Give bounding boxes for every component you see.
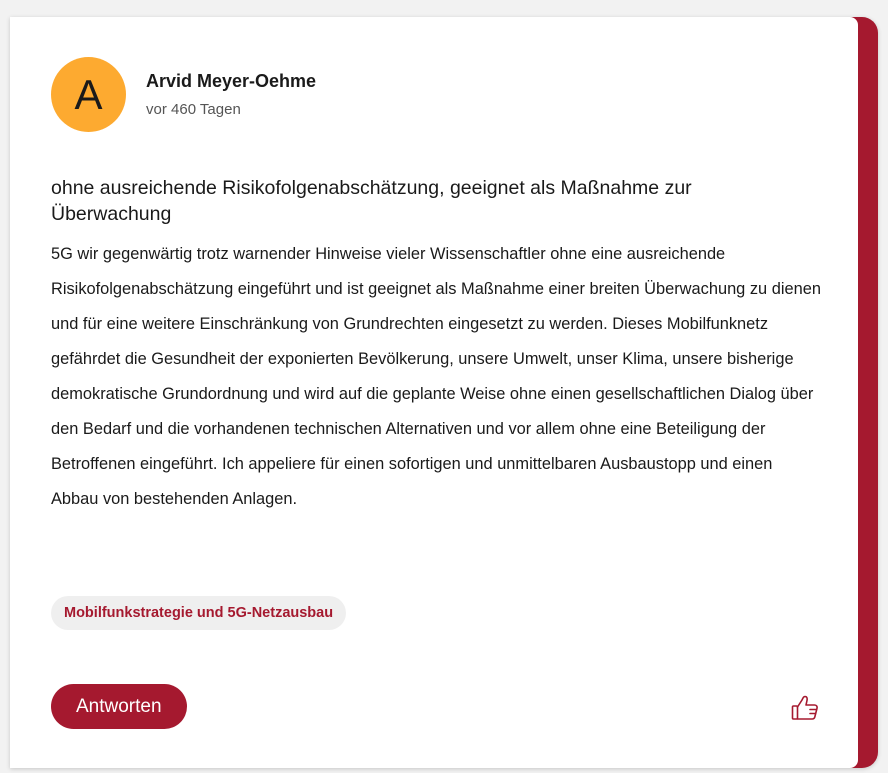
comment-card-accent [10,17,878,768]
comment-timestamp: vor 460 Tagen [146,101,241,118]
reply-button[interactable]: Antworten [51,684,187,729]
topic-tag[interactable]: Mobilfunkstrategie und 5G-Netzausbau [51,596,346,630]
comment-card [10,17,858,768]
comment-author [51,57,316,132]
author-meta [146,71,316,118]
comment-body: 5G wir gegenwärtig trotz warnender Hinweise vieler Wissenschaftler ohne eine ausreichende Risikofolgenabschätzung eingeführt und ist geeignet als Maßnahme einer breiten Überwachung zu dienen und für eine weitere Einschränkung von Grundrechten eingesetzt zu werden. Dieses Mobilfunknetz gefährdet die Gesundheit der exponierten Bevölkerung, unsere Umwelt, unser Klima, unsere bisherige demokratische Grundordnung und wird auf die geplante Weise ohne einen gesellschaftlichen Dialog über den Bedarf und die vorhandenen technischen Alternativen und vor allem ohne eine Beteiligung der Betroffenen eingeführt. Ich appeliere für einen sofortigen und unmittelbaren Ausbaustopp und einen Abbau von bestehenden Anlagen. [51,245,821,508]
comment-title: ohne ausreichende Risikofolgenabschätzung, geeignet als Maßnahme zur Überwachung [51,177,692,225]
avatar [51,57,126,132]
like-button[interactable] [790,693,820,723]
author-name: Arvid Meyer-Oehme [146,71,317,91]
avatar-initial: A [74,70,103,118]
thumbs-up-icon [791,695,819,721]
